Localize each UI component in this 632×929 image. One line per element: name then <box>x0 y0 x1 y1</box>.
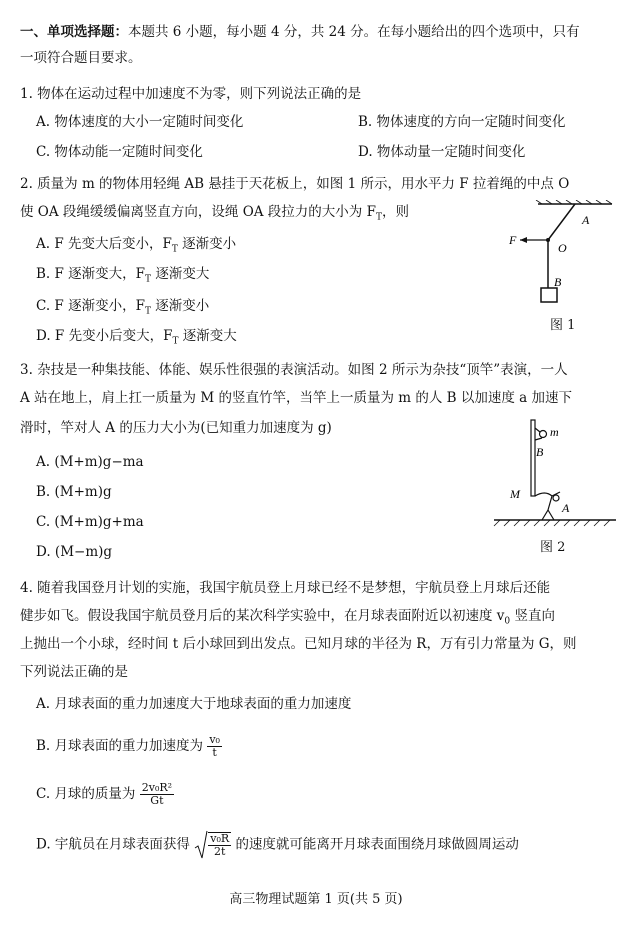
q3-option-b: B. (M+m)g <box>36 484 112 500</box>
q3-option-a: A. (M+m)g−ma <box>36 454 144 470</box>
q1-option-a: A. 物体速度的大小一定随时间变化 <box>36 114 244 130</box>
figure-1-rope-diagram <box>500 200 615 315</box>
q4-stem-line2: 健步如飞。假设我国宇航员登月后的某次科学实验中，在月球表面附近以初速度 $v_0$ 竖直向 <box>20 608 555 627</box>
q4-option-a: A. 月球表面的重力加速度大于地球表面的重力加速度 <box>36 696 352 712</box>
fig1-label-b: B <box>554 275 562 289</box>
q4-option-d: D. 宇航员在月球表面获得 $\frac{\text{v₀R}}{2t}$ 的速度就可能离开月球表面围绕月球做圆周运动 <box>36 832 519 858</box>
q2-option-c: C. F 逐渐变小，$F_T$ 逐渐变小 <box>36 298 210 317</box>
q4-stem-line1: 4. 随着我国登月计划的实施，我国宇航员登上月球已经不是梦想，宇航员登上月球后还能 <box>20 580 551 596</box>
figure-2-caption: 图 2 <box>540 540 566 555</box>
q1-stem: 1. 物体在运动过程中加速度不为零，则下列说法正确的是 <box>20 86 362 102</box>
q2-stem-line1: 2. 质量为 m 的物体用轻绳 AB 悬挂于天花板上，如图 1 所示，用水平力 F 拉着绳的中点 O <box>20 176 570 192</box>
section-intro-line1: 本题共 6 小题，每小题 4 分，共 24 分。在每小题给出的四个选项中，只有 <box>128 24 580 40</box>
q3-stem-line3: 滑时，竿对人 A 的压力大小为(已知重力加速度为 g) <box>20 420 332 436</box>
q3-option-d: D. (M−m)g <box>36 544 113 560</box>
section-title: 一、单项选择题： <box>20 24 128 40</box>
page-footer: 高三物理试题第 1 页(共 5 页) <box>229 892 403 907</box>
q2-option-d: D. F 先变小后变大，$F_T$ 逐渐变大 <box>36 328 237 347</box>
figure-2-pole-acrobat-diagram <box>490 414 620 532</box>
section-header <box>20 22 614 42</box>
q1-option-b: B. 物体速度的方向一定随时间变化 <box>358 114 566 130</box>
q4-option-c: C. 月球的质量为 $\frac{\text{2v₀R²}}{Gt}$ <box>36 781 173 807</box>
q3-option-c: C. (M+m)g+ma <box>36 514 144 530</box>
section-intro-line2: 一项符合题目要求。 <box>20 50 142 66</box>
q4-stem-line3: 上抛出一个小球，经时间 t 后小球回到出发点。已知月球的半径为 R，万有引力常量为 G，则 <box>20 636 577 652</box>
q4-option-c-fraction: $\frac{\text{2v₀R²}}{Gt}$ <box>141 781 173 807</box>
q1-option-d: D. 物体动量一定随时间变化 <box>358 144 526 160</box>
q4-option-b-fraction: $\frac{\text{v₀}}{t}$ <box>209 733 220 759</box>
q3-stem-line2: A 站在地上，肩上扛一质量为 M 的竖直竹竿，当竿上一质量为 m 的人 B 以加速度 a 加速下 <box>20 390 572 406</box>
fig1-label-o: O <box>558 241 567 255</box>
fig2-label-big-m: M <box>510 487 520 501</box>
q2-option-a: A. F 先变大后变小，$F_T$ 逐渐变小 <box>36 236 237 255</box>
q4-option-b: B. 月球表面的重力加速度为 $\frac{\text{v₀}}{t}$ <box>36 733 220 759</box>
fig2-label-a: A <box>562 501 570 515</box>
figure-1-caption: 图 1 <box>550 318 576 333</box>
q4-stem-line4: 下列说法正确的是 <box>20 664 128 680</box>
q4-option-d-sqrt: $\frac{\text{v₀R}}{2t}$ <box>194 830 231 860</box>
fig2-label-m: m <box>550 425 559 439</box>
q2-option-b: B. F 逐渐变大，$F_T$ 逐渐变大 <box>36 266 210 285</box>
q1-option-c: C. 物体动能一定随时间变化 <box>36 144 203 160</box>
q3-stem-line1: 3. 杂技是一种集技能、体能、娱乐性很强的表演活动。如图 2 所示为杂技“顶竿”表演，一人 <box>20 362 568 378</box>
q2-stem-line2: 使 OA 段绳缓缓偏离竖直方向，设绳 OA 段拉力的大小为 $F_T$，则 <box>20 204 409 223</box>
fig2-label-b: B <box>536 445 544 459</box>
fig1-label-a: A <box>582 213 590 227</box>
fig1-label-f: F <box>509 233 517 247</box>
